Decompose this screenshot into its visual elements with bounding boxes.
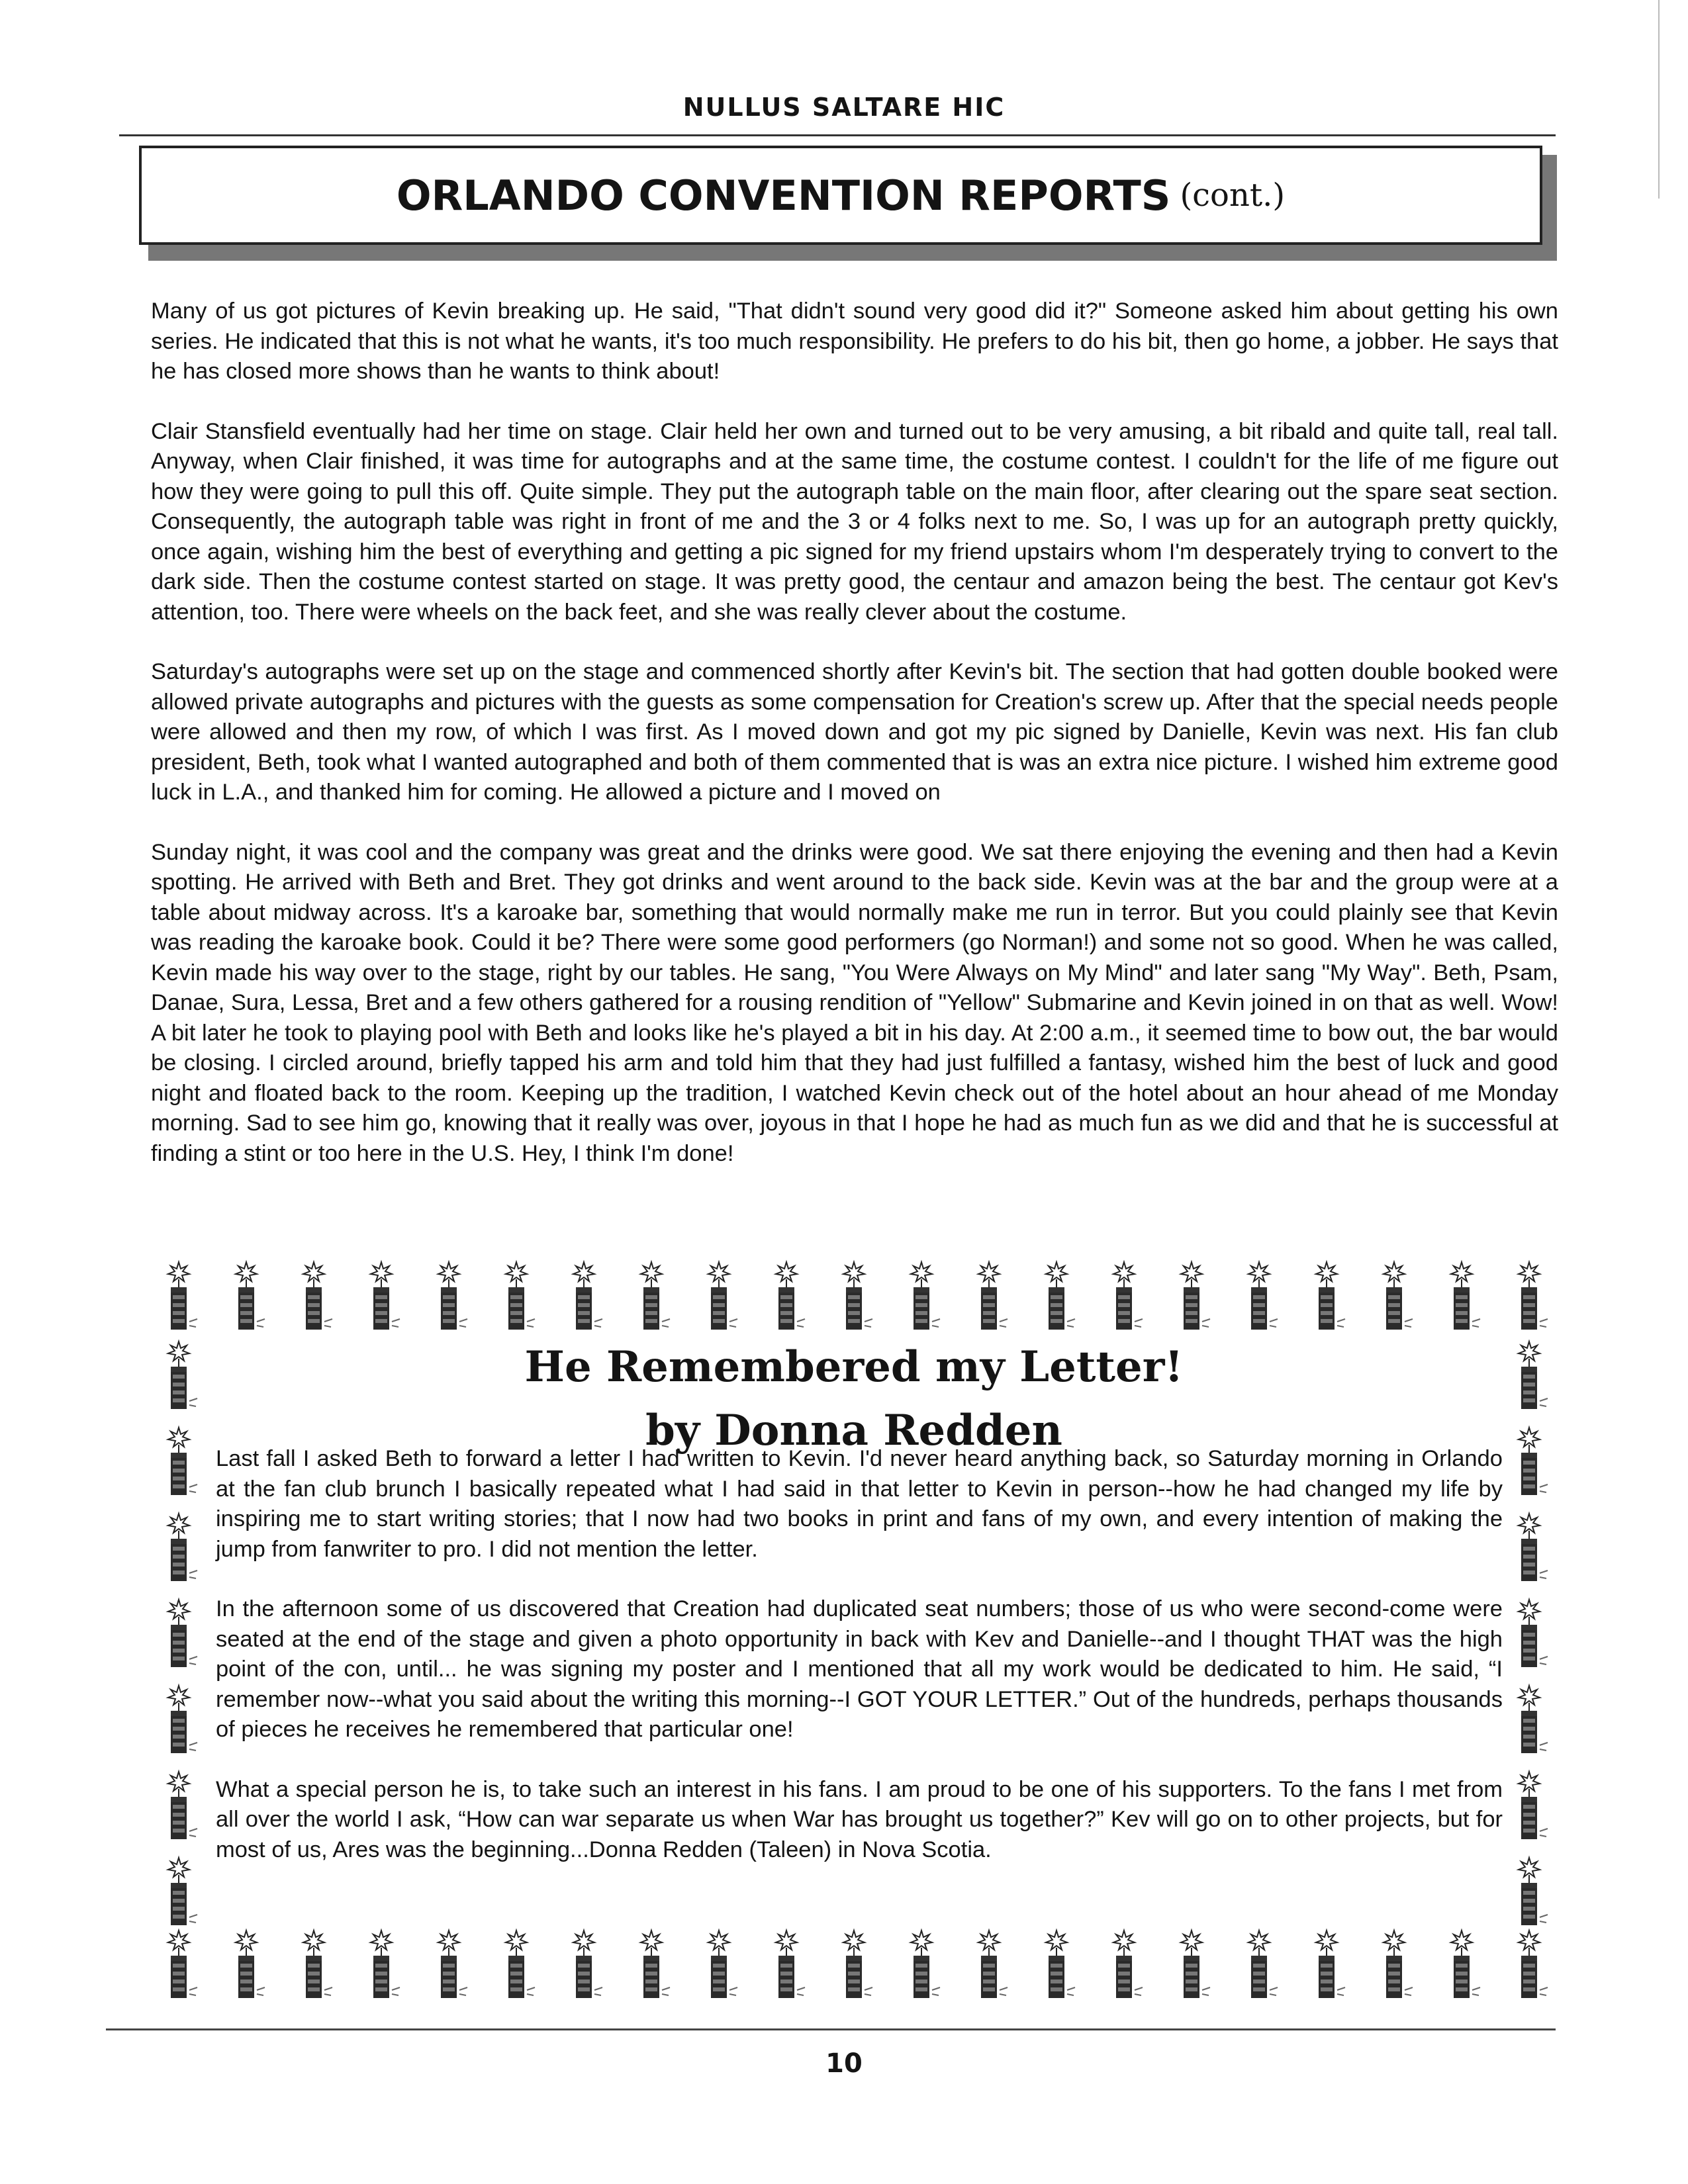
firework-rocket-icon <box>564 1926 604 2005</box>
running-head: NULLUS SALTARE HIC <box>682 93 1006 122</box>
firework-rocket-icon <box>969 1926 1009 2005</box>
page-title-main: ORLANDO CONVENTION REPORTS <box>396 171 1171 220</box>
firework-rocket-icon <box>159 1257 199 1337</box>
article-byline: by Donna Redden <box>645 1406 1062 1455</box>
page-title <box>139 146 1542 245</box>
firework-rocket-icon <box>1307 1926 1346 2005</box>
firework-rocket-icon <box>1509 1853 1549 1933</box>
firework-rocket-icon <box>226 1257 266 1337</box>
firework-rocket-icon <box>361 1257 401 1337</box>
firework-rocket-icon <box>767 1257 806 1337</box>
firework-rocket-icon <box>632 1926 671 2005</box>
firework-rocket-icon <box>632 1257 671 1337</box>
firework-rocket-icon <box>429 1926 469 2005</box>
firework-rocket-icon <box>496 1926 536 2005</box>
firework-rocket-icon <box>1104 1257 1144 1337</box>
header-rule <box>119 134 1556 136</box>
firework-rocket-icon <box>1374 1926 1414 2005</box>
report-body <box>151 296 1558 1199</box>
firework-rocket-icon <box>1509 1595 1549 1674</box>
report-paragraph: Clair Stansfield eventually had her time on stage. Clair held her own and turned out to be very amusing, a bit ribald and quite tall, real tall. Anyway, when Clair finished, it was time for autographs and at the same time, the costume contest. I couldn't for the life of me figure out how they were going to pull this off. Quite simple. They put the autograph table on the main floor, after clearing out the spare seat section. Consequently, the autograph table was right in front of me and the 3 or 4 folks next to me. So, I was up for an autograph pretty quickly, once again, wishing him the best of everything and getting a pic signed for my friend upstairs whom I'm desperately trying to convert to the dark side. Then the costume contest started on stage. It was pretty good, the centaur and amazon being the best. The centaur got Kev's attention, too. There were wheels on the back feet, and she was really clever about the costume. <box>151 418 1558 625</box>
firework-rocket-icon <box>1104 1926 1144 2005</box>
report-paragraph: Saturday's autographs were set up on the stage and commenced shortly after Kevin's bit. The section that had gotten double booked were allowed private autographs and pictures with the guests as some compensation for Creation's screw up. After that the special needs people were allowed and then my row, of which I was first. As I moved down and got my pic signed by Danielle, Kevin was next. His fan club president, Beth, took what I wanted autographed and both of them commented that is was an extra nice picture. I wished him extreme good luck in L.A., and thanked him for coming. He allowed a picture and I moved on <box>151 659 1558 805</box>
firework-rocket-icon <box>834 1257 874 1337</box>
firework-rocket-icon <box>159 1926 199 2005</box>
firework-rocket-icon <box>294 1926 334 2005</box>
firework-rocket-icon <box>699 1926 739 2005</box>
firework-rocket-icon <box>1037 1257 1076 1337</box>
footer-rule <box>106 2028 1556 2030</box>
firework-rocket-icon <box>159 1853 199 1933</box>
article-body <box>216 1444 1503 1895</box>
report-paragraph: Many of us got pictures of Kevin breaking up. He said, "That didn't sound very good did it?" Someone asked him about getting his own series. He indicated that this is not what he wants, it's too much responsibility. He prefers to do his bit, then go home, a jobber. He says that he has closed more shows than he wants to think about! <box>151 298 1558 384</box>
firework-rocket-icon <box>226 1926 266 2005</box>
firework-rocket-icon <box>1509 1257 1549 1337</box>
firework-rocket-icon <box>1442 1257 1481 1337</box>
firework-rocket-icon <box>564 1257 604 1337</box>
firework-rocket-icon <box>1037 1926 1076 2005</box>
article-paragraph: Last fall I asked Beth to forward a letter I had written to Kevin. I'd never heard anything back, so Saturday morning in Orlando at the fan club brunch I basically repeated what I had said in that letter to Kevin in person--how he had changed my life by inspiring me to start writing stories; that I now had two books in print and fans of my own, and every intention of making the jump from fanwriter to pro. I did not mention the letter. <box>216 1446 1503 1562</box>
firework-rocket-icon <box>767 1926 806 2005</box>
firework-rocket-icon <box>1509 1926 1549 2005</box>
firework-rocket-icon <box>1172 1926 1211 2005</box>
page-title-suffix: (cont.) <box>1180 177 1286 214</box>
firework-rocket-icon <box>159 1767 199 1846</box>
firework-border-top <box>159 1257 1549 1337</box>
firework-rocket-icon <box>1442 1926 1481 2005</box>
firework-rocket-icon <box>496 1257 536 1337</box>
firework-rocket-icon <box>361 1926 401 2005</box>
firework-rocket-icon <box>1509 1681 1549 1760</box>
article-paragraph: What a special person he is, to take such an interest in his fans. I am proud to be one of his supporters. To the fans I met from all over the world I ask, “How can war separate us when War has brought us together?” Kev will go on to other projects, but for most of us, Ares was the beginning...Donna Redden (Taleen) in Nova Scotia. <box>216 1776 1503 1862</box>
report-paragraph: Sunday night, it was cool and the company was great and the drinks were good. We sat there enjoying the evening and then had a Kevin spotting. He arrived with Beth and Bret. They got drinks and went around to the back side. Kevin was at the bar and the group were at a table about midway across. It's a karoake bar, something that would normally make me run in terror. But you could plainly see that Kevin was reading the karoake book. Could it be? There were some good performers (go Norman!) and some not so good. When he was called, Kevin made his way over to the stage, right by our tables. He sang, "You Were Always on My Mind" and later sang "My Way". Beth, Psam, Danae, Sura, Lessa, Bret and a few others gathered for a rousing rendition of "Yellow" Submarine and Kevin joined in on that as well. Wow! A bit later he took to playing pool with Beth and looks like he's played a bit in his day. At 2:00 a.m., it seemed time to bow out, the bar would be closing. I circled around, briefly tapped his arm and told him that they had just fulfilled a fantasy, wished him the best of luck and good night and floated back to the room. Keeping up the tradition, I watched Kevin check out of the hotel about an hour ahead of me Monday morning. Sad to see him go, knowing that it really was over, joyous in that I hope he had as much fun as we did and that he is successful at finding a stint or too here in the U.S. Hey, I think I'm done! <box>151 839 1558 1166</box>
firework-rocket-icon <box>429 1257 469 1337</box>
firework-rocket-icon <box>1374 1257 1414 1337</box>
firework-rocket-icon <box>159 1595 199 1674</box>
firework-rocket-icon <box>902 1926 941 2005</box>
article-paragraph: In the afternoon some of us discovered that Creation had duplicated seat numbers; those of us who were second-come were seated at the end of the stage and given a photo opportunity in back with Kev and Danielle--and I thought THAT was the high point of the con, until... he was signing my poster and I mentioned that all my work would be dedicated to him. He said, “I remember now--what you said about the writing this morning--I GOT YOUR LETTER.” Out of the hundreds, perhaps thousands of pieces he receives he remembered that particular one! <box>216 1596 1503 1742</box>
firework-rocket-icon <box>902 1257 941 1337</box>
page-number: 10 <box>825 2048 863 2079</box>
firework-rocket-icon <box>1307 1257 1346 1337</box>
firework-rocket-icon <box>1239 1257 1279 1337</box>
title-box-shadow-bottom <box>148 245 1557 261</box>
firework-rocket-icon <box>699 1257 739 1337</box>
firework-rocket-icon <box>1509 1509 1549 1588</box>
firework-rocket-icon <box>1509 1767 1549 1846</box>
firework-rocket-icon <box>969 1257 1009 1337</box>
firework-rocket-icon <box>834 1926 874 2005</box>
firework-rocket-icon <box>159 1509 199 1588</box>
firework-rocket-icon <box>294 1257 334 1337</box>
firework-rocket-icon <box>1172 1257 1211 1337</box>
firework-rocket-icon <box>1239 1926 1279 2005</box>
firework-rocket-icon <box>159 1681 199 1760</box>
firework-border-bottom <box>159 1926 1549 2005</box>
article-title: He Remembered my Letter! <box>524 1342 1184 1392</box>
